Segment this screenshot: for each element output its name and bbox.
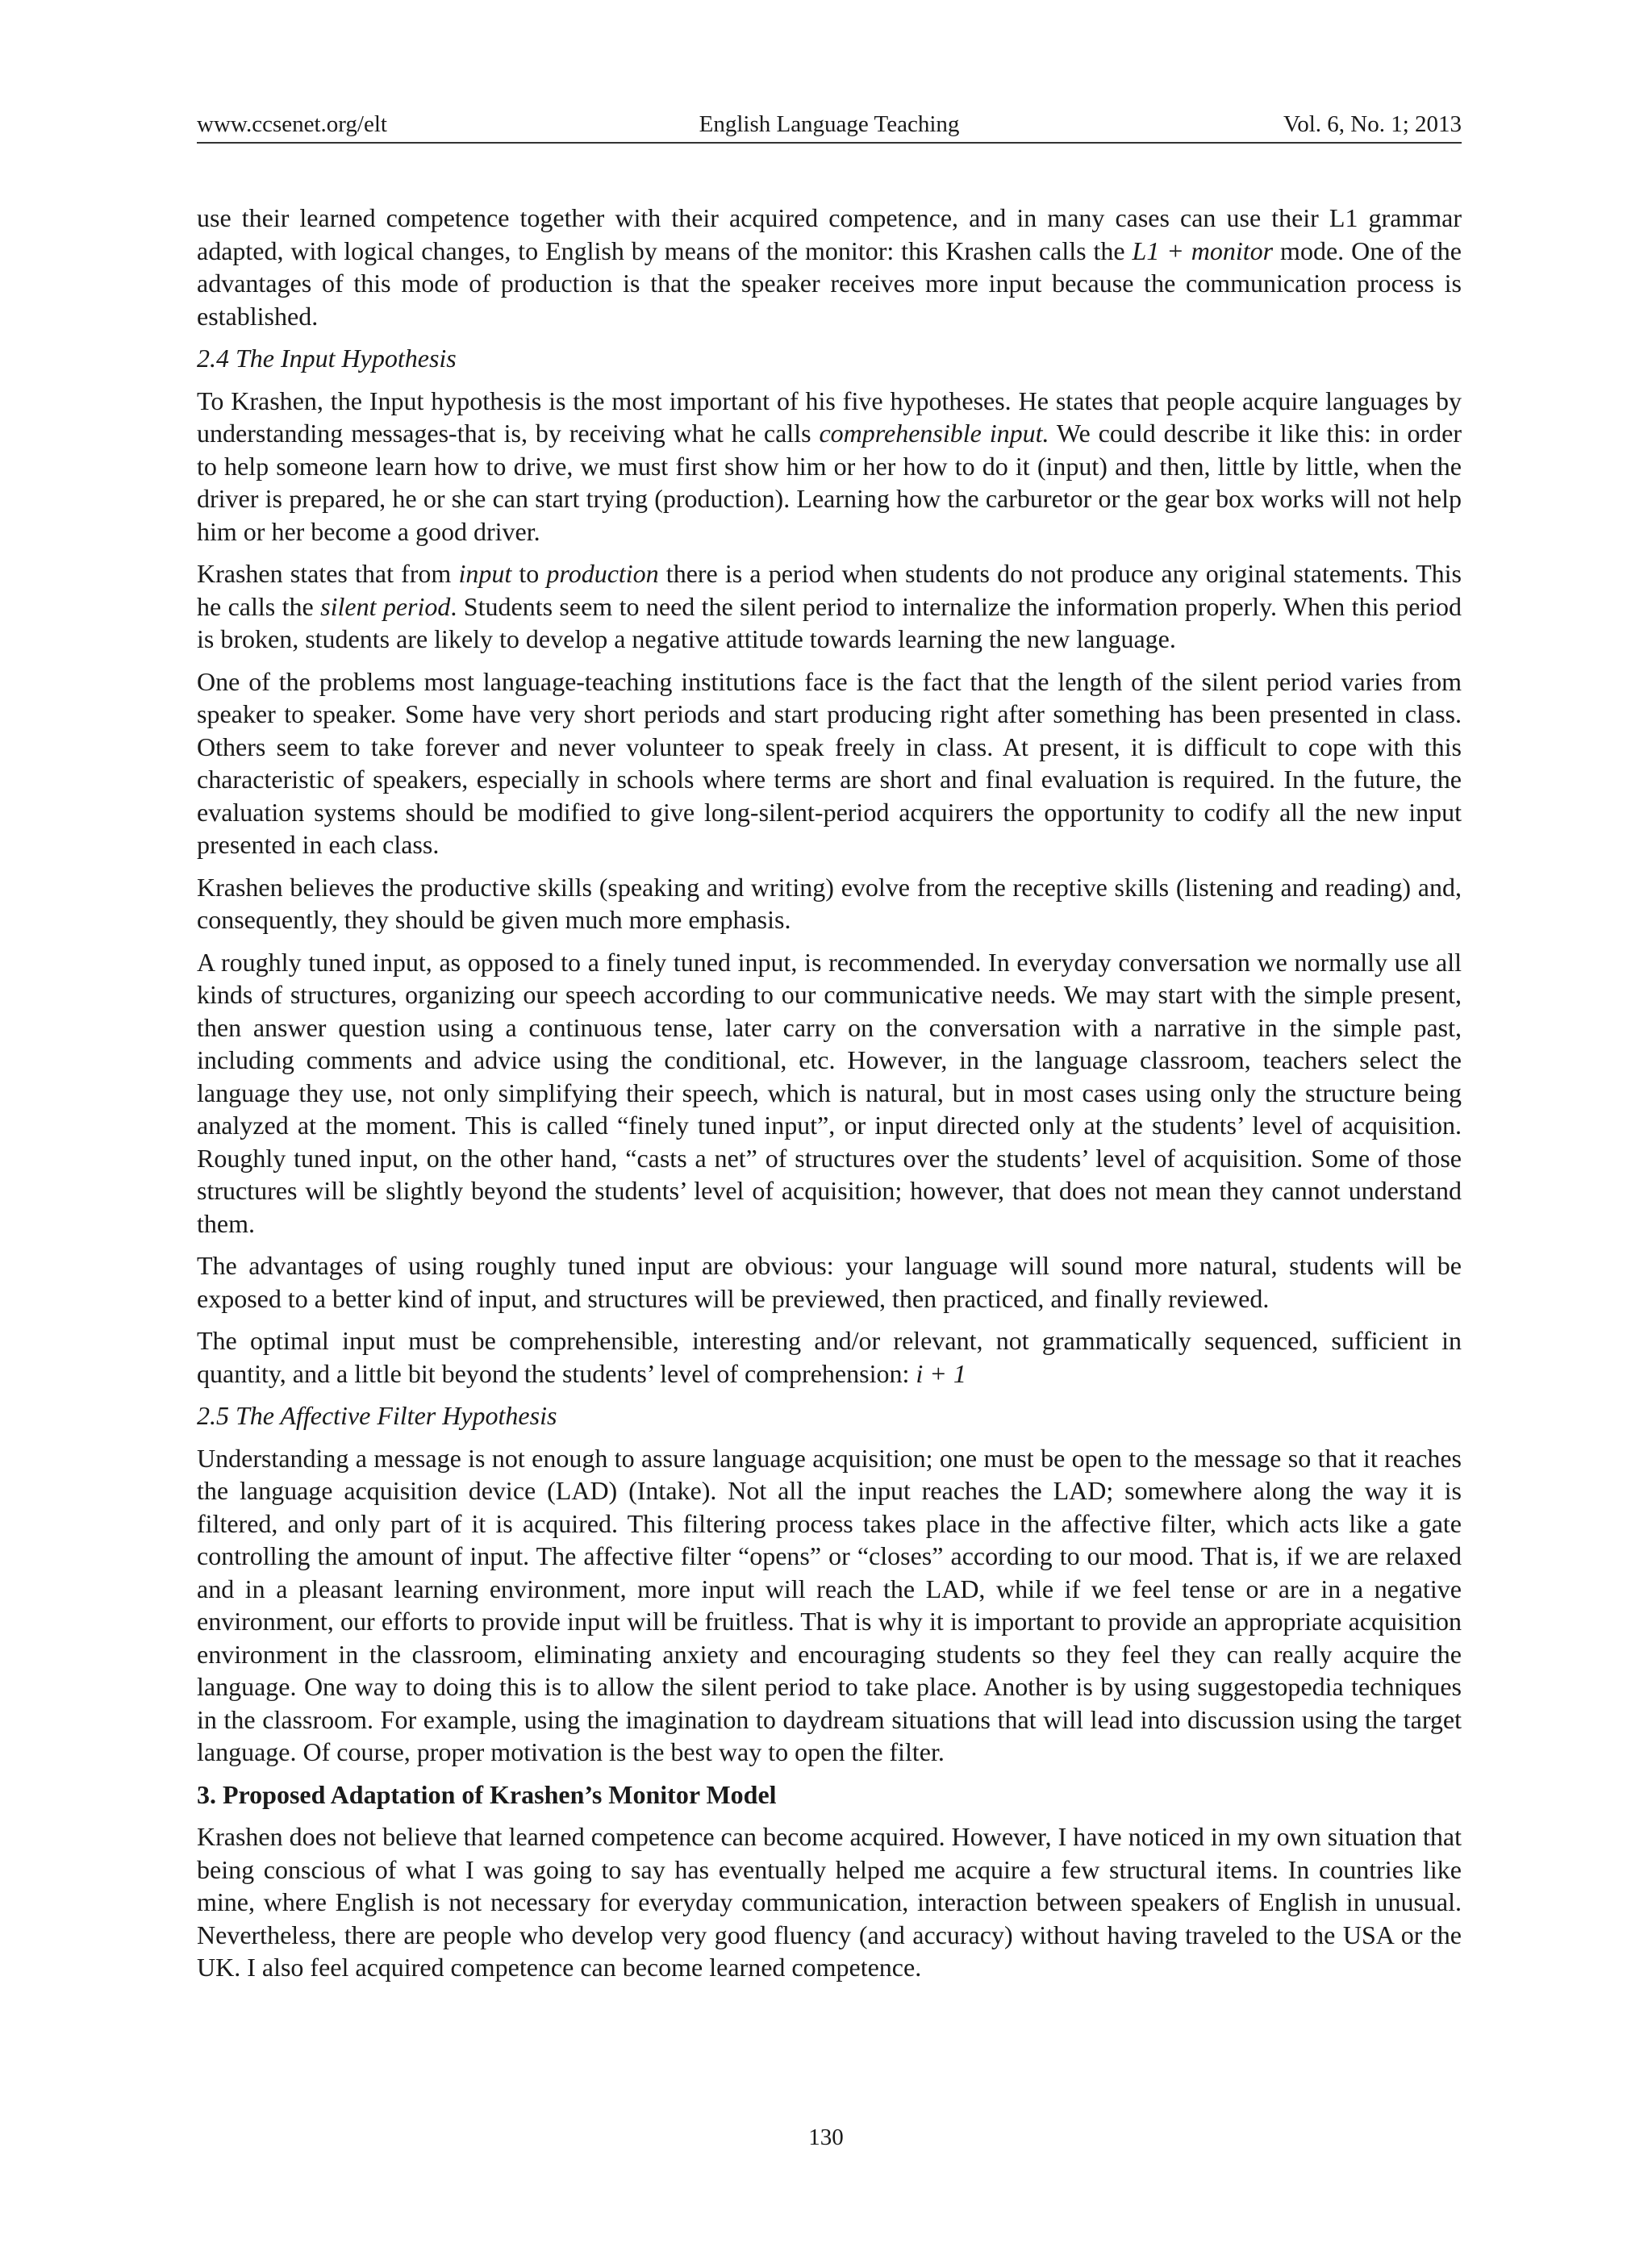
emphasis-silent-period: silent period: [320, 591, 451, 621]
journal-title: English Language Teaching: [699, 111, 960, 137]
volume-info: Vol. 6, No. 1; 2013: [1283, 111, 1462, 137]
paragraph-productive-skills: Krashen believes the productive skills (speaking and writing) evolve from the receptive skills (listening and reading) and, consequently, they should be given much more emphasis.: [197, 872, 1462, 934]
text-run: The optimal input must be comprehensible, interesting and/or relevant, not grammatically sequenced, sufficient in quantity, and a little bit beyond the students’ level of comprehension:: [197, 1326, 1462, 1388]
text-run: . Students seem to need the silent period to internalize the information properly. When this period is broken, students are likely to develop a negative attitude towards learning the new language.: [197, 591, 1462, 653]
paragraph-advantages: The advantages of using roughly tuned input are obvious: your language will sound more natural, students will be exposed to a better kind of input, and structures will be previewed, then practiced, and finally reviewed.: [197, 1251, 1462, 1313]
paragraph-l1-monitor: [197, 202, 1462, 332]
emphasis-l1-monitor: L1 + monitor: [1132, 236, 1274, 265]
subsection-heading-2-5: 2.5 The Affective Filter Hypothesis: [197, 1401, 557, 1430]
paragraph-optimal-input: [197, 1324, 1462, 1390]
emphasis-i-plus-1: i + 1: [916, 1358, 966, 1388]
text-run: We could describe it like this: in order to help someone learn how to drive, we must first show him or her how to do it (input) and then, little by little, when the driver is prepared, he or she can start trying (production). Learning how the carburetor or the gear box works will not help him or her become a good driver.: [197, 419, 1462, 546]
paragraph-institutions: One of the problems most language-teaching institutions face is the fact that the length of the silent period varies from speaker to speaker. Some have very short periods and start producing right after something has been presented in class. Others seem to take forever and never volunteer to speak freely in class. At present, it is difficult to cope with this characteristic of speakers, especially in schools where terms are short and final evaluation is required. In the future, the evaluation systems should be modified to give long-silent-period acquirers the opportunity to codify all the new input presented in each class.: [197, 666, 1462, 859]
journal-url[interactable]: www.ccsenet.org/elt: [197, 111, 387, 137]
text-run: To Krashen, the Input hypothesis is the most important of his five hypotheses. He states that people acquire languages by understanding messages-that is, by receiving what he calls: [197, 386, 1462, 448]
paragraph-input-hypothesis: [197, 385, 1462, 548]
text-run: use their learned competence together with their acquired competence, and in many cases can use their L1 grammar adapted, with logical changes, to English by means of the monitor: this Krashen calls the: [197, 203, 1462, 265]
running-header: [197, 111, 1462, 144]
text-run: Krashen states that from: [197, 559, 459, 588]
text-run: there is a period when students do not produce any original statements. This he calls the: [197, 559, 1462, 621]
text-run: to: [511, 559, 547, 588]
paragraph-silent-period: [197, 557, 1462, 656]
emphasis-production: production: [546, 559, 659, 588]
subsection-heading-2-4: 2.4 The Input Hypothesis: [197, 344, 457, 373]
paragraph-affective-filter: Understanding a message is not enough to assure language acquisition; one must be open to the message so that it reaches the language acquisition device (LAD) (Intake). Not all the input reaches the LAD; somewhere along the way it is filtered, and only part of it is acquired. This filtering process takes place in the affective filter, which acts like a gate controlling the amount of input. The affective filter “opens” or “closes” according to our mood. That is, if we are relaxed and in a pleasant learning environment, more input will reach the LAD, while if we feel tense or are in a negative environment, our efforts to provide input will be fruitless. That is why it is important to provide an appropriate acquisition environment in the classroom, eliminating anxiety and encouraging students so they feel they can really acquire the language. One way to doing this is to allow the silent period to take place. Another is by using suggestopedia techniques in the classroom. For example, using the imagination to daydream situations that will lead into discussion using the target language. Of course, proper motivation is the best way to open the filter.: [197, 1443, 1462, 1766]
text-run: mode. One of the advantages of this mode of production is that the speaker receives more input because the communication process is established.: [197, 236, 1462, 331]
paragraph-adaptation: Krashen does not believe that learned competence can become acquired. However, I have noticed in my own situation that being conscious of what I was going to say has eventually helped me acquire a few structural items. In countries like mine, where English is not necessary for everyday communication, interaction between speakers of English in unusual. Nevertheless, there are people who develop very good fluency (and accuracy) without having traveled to the USA or the UK. I also feel acquired competence can become learned competence.: [197, 1822, 1462, 1982]
page-number: 130: [808, 2124, 844, 2150]
paragraph-roughly-tuned: A roughly tuned input, as opposed to a finely tuned input, is recommended. In everyday conversation we normally use all kinds of structures, organizing our speech according to our communicative needs. We may start with the simple present, then answer question using a continuous tense, later carry on the conversation with a narrative in the simple past, including comments and advice using the conditional, etc. However, in the language classroom, teachers select the language they use, not only simplifying their speech, which is natural, but in most cases using only the structure being analyzed at the moment. This is called “finely tuned input”, or input directed only at the students’ level of acquisition. Roughly tuned input, on the other hand, “casts a net” of structures over the students’ level of acquisition. Some of those structures will be slightly beyond the students’ level of acquisition; however, that does not mean they cannot understand them.: [197, 947, 1462, 1238]
emphasis-input: input: [458, 559, 512, 588]
section-heading-3: 3. Proposed Adaptation of Krashen’s Monitor Model: [197, 1779, 777, 1809]
article-body: [197, 202, 1462, 1994]
emphasis-comprehensible-input: comprehensible input.: [819, 419, 1049, 448]
